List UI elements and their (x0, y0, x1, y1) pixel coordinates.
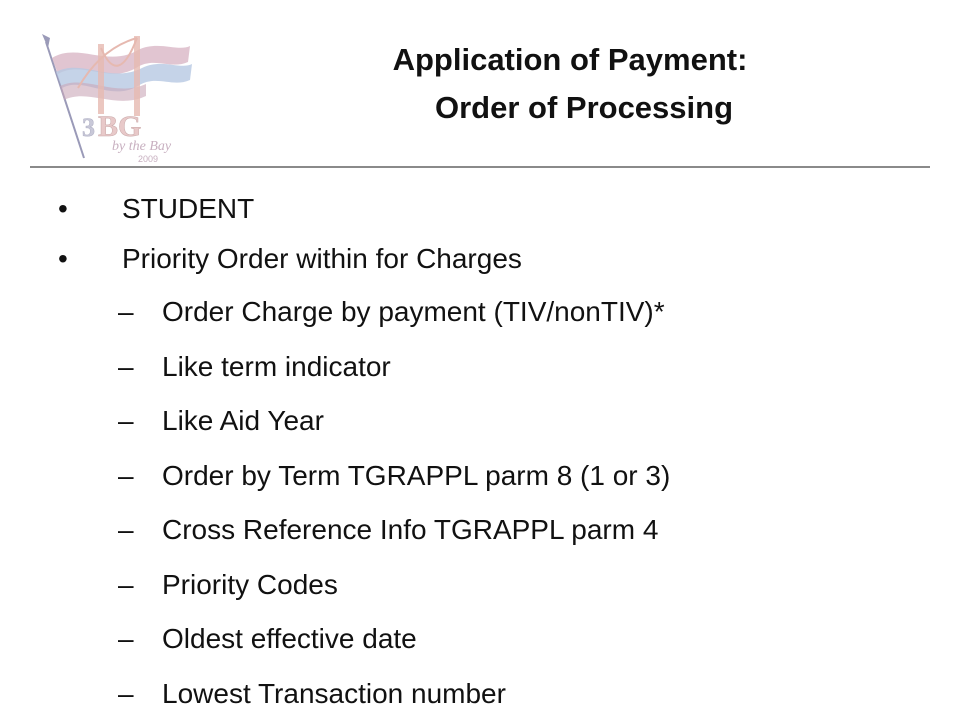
bullet-list (0, 186, 960, 722)
logo-year-text: 2009 (138, 154, 158, 164)
bullet-text: STUDENT (122, 186, 254, 232)
sub-bullet-text: Lowest Transaction number (162, 668, 506, 720)
sub-bullet-item (0, 668, 960, 722)
title-divider (30, 166, 930, 168)
sub-bullet-item (0, 395, 960, 450)
sub-bullet-text: Order by Term TGRAPPL parm 8 (1 or 3) (162, 450, 670, 502)
sub-bullet-item (0, 286, 960, 341)
sub-bullet-text: Cross Reference Info TGRAPPL parm 4 (162, 504, 658, 556)
sub-bullet-marker: – (118, 450, 134, 502)
bullet-marker: • (58, 236, 78, 282)
bullet-item (0, 186, 960, 236)
sub-bullet-text: Priority Codes (162, 559, 338, 611)
sub-bullet-item (0, 341, 960, 396)
sub-bullet-marker: – (118, 668, 134, 720)
logo-sub-text: by the Bay (112, 139, 172, 154)
sub-bullet-marker: – (118, 613, 134, 665)
sub-bullet-text: Like Aid Year (162, 395, 324, 447)
sub-bullet-item (0, 559, 960, 614)
bullet-marker: • (58, 186, 78, 232)
sub-bullet-marker: – (118, 504, 134, 556)
slide-title (290, 36, 850, 132)
sub-bullet-item (0, 613, 960, 668)
sub-bullet-item (0, 504, 960, 559)
logo-number-mark: 3 (82, 113, 95, 142)
sub-bullet-marker: – (118, 559, 134, 611)
bullet-text: Priority Order within for Charges (122, 236, 522, 282)
slide-title-line2: Order of Processing (290, 84, 850, 132)
sub-bullet-item (0, 450, 960, 505)
sub-bullet-text: Order Charge by payment (TIV/nonTIV)* (162, 286, 665, 338)
sub-bullet-marker: – (118, 341, 134, 393)
bullet-item (0, 236, 960, 286)
logo-main-text: BG (98, 110, 141, 143)
conference-logo (38, 28, 198, 168)
golden-gate-bridge-flag-icon (38, 28, 198, 168)
sub-bullet-marker: – (118, 395, 134, 447)
slide-title-line1: Application of Payment: (290, 36, 850, 84)
sub-bullet-text: Like term indicator (162, 341, 391, 393)
sub-bullet-text: Oldest effective date (162, 613, 417, 665)
sub-bullet-marker: – (118, 286, 134, 338)
